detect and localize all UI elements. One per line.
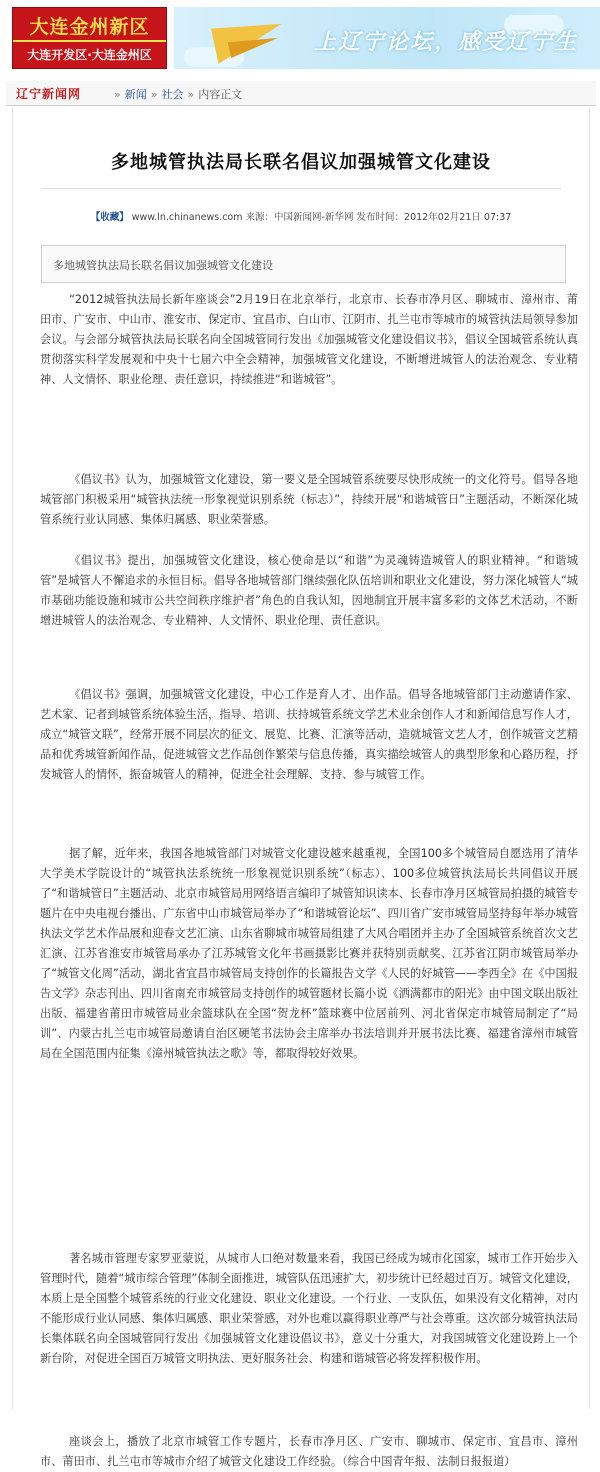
- article-paragraph: 《倡议书》提出，加强城管文化建设，核心使命是以“和谐”为灵魂铸造城管人的职业精神。“和谐城管”是城管人不懈追求的永恒目标。倡导各地城管部门继续强化队伍培训和职业文化建设，努力深化城管人“城市基础功能设施和城市公共空间秩序维护者”角色的自我认知，因地制宜开展丰富多彩的文体艺术活动，不断增进城管人的法治观念、专业精神、人文情怀、职业伦理、责任意识。: [40, 554, 578, 627]
- breadcrumb: [110, 86, 242, 102]
- article-title: 多地城管执法局长联名倡议加强城管文化建设: [111, 152, 491, 173]
- logo-main-text: 大连金州新区: [29, 16, 150, 38]
- forum-slogan: 上辽宁论坛，感受辽宁生: [314, 30, 579, 55]
- article-summary-box: [41, 245, 566, 283]
- article-paragraph: 据了解，近年来，我国各地城管部门对城管文化建设越来越重视，全国100多个城管局自愿选用了清华大学美术学院设计的“城管执法系统统一形象视觉识别系统”（标志）、100多位城管执法局长共同倡议开展了“和谐城管日”主题活动、北京市城管局用网络语言编印了城管知识读本、长春市净月区城管局拍摄的城管专题片在中央电视台播出、广东省中山市城管局举办了“和谐城管论坛”、四川省广安市城管局坚持每年举办城管执法文学艺术作品展和迎春文艺汇演、山东省聊城市城管局组建了大风合唱团并主办了全国城管系统首次文艺汇演、江苏省淮安市城管局承办了江苏城管文化年书画摄影比赛并获特别贡献奖、江苏省江阴市城管局举办了“城管文化周”活动，湖北省宜昌市城管局支持创作的长篇报告文学《人民的好城管——李西全》在《中国报告文学》杂志刊出、四川省南充市城管局支持创作的城管题材长篇小说《洒满都市的阳光》由中国文联出版社出版、福建省莆田市城管局业余篮球队在全国“贺龙杯”篮球赛中位居前列、河北省保定市城管局制定了“局训”、内蒙古扎兰屯市城管局邀请自治区硬笔书法协会主席举办书法培训并开展书法比赛、福建省漳州市城管局在全国范围内征集《漳州城管执法之歌》等，都取得较好效果。: [40, 847, 578, 1060]
- time-label: 发布时间：: [356, 212, 405, 223]
- site-url[interactable]: www.ln.chinanews.com: [131, 212, 243, 223]
- publish-time: 2012年02月21日 07:37: [404, 212, 512, 223]
- breadcrumb-bar: [6, 81, 596, 106]
- article-paragraph: 《倡议书》强调，加强城管文化建设，中心工作是育人才、出作品。倡导各地城管部门主动邀请作家、艺术家、记者到城管系统体验生活，指导、培训、扶持城管系统文学艺术业余创作人才和新闻信息写作人才，成立“城管文联”，经常开展不同层次的征文、展览、比赛、汇演等活动，造就城管文艺人才，创作城管文艺精品和优秀城管新闻作品，促进城管文艺作品创作繁荣与信息传播，真实描绘城管人的典型形象和心路历程，抒发城管人的情怀，振奋城管人的精神，促进全社会理解、支持、参与城管工作。: [40, 688, 578, 781]
- breadcrumb-separator-icon: »: [187, 88, 195, 101]
- article-meta: [13, 209, 589, 223]
- site-logo[interactable]: 辽宁新闻网: [16, 87, 82, 101]
- district-logo[interactable]: [12, 7, 167, 69]
- breadcrumb-separator-icon: »: [150, 88, 158, 101]
- breadcrumb-separator-icon: »: [114, 88, 121, 101]
- breadcrumb-news-link[interactable]: 新闻: [124, 88, 147, 101]
- article-paragraph: 座谈会上，播放了北京市城管工作专题片，长春市净月区、广安市、聊城市、保定市、宜昌市、漳州市、莆田市、扎兰屯市等城市介绍了城管文化建设工作经验。（综合中国青年报、法制日报报道）: [40, 1435, 578, 1468]
- logo-divider: [13, 40, 166, 42]
- breadcrumb-current: 内容正文: [198, 88, 243, 101]
- breadcrumb-society-link[interactable]: 社会: [161, 88, 184, 101]
- article-paragraph: “2012城管执法局长新年座谈会”2月19日在北京举行，北京市、长春市净月区、聊城市、漳州市、莆田市、广安市、中山市、淮安市、保定市、宜昌市、白山市、江阴市、扎兰屯市等城市的城管执法局领导参加会议。与会部分城管执法局长联名向全国城管同行发出《加强城管文化建设倡议书》，倡议全国城管系统认真贯彻落实科学发展观和中央十七届六中全会精神，加强城管文化建设，不断增进城管人的法治观念、专业精神、人文情怀、职业伦理、责任意识，持续推进“和谐城管”。: [40, 293, 578, 386]
- article-paragraph: 著名城市管理专家罗亚蒙说，从城市人口绝对数量来看，我国已经成为城市化国家，城市工作开始步入管理时代，随着“城市综合管理”体制全面推进，城管队伍迅速扩大，初步统计已经超过百万。城管文化建设，本质上是全国整个城管系统的行业文化建设、职业文化建设。一个行业、一支队伍，如果没有文化精神，对内不能形成行业认同感、集体归属感、职业荣誉感，对外也难以赢得职业尊严与社会尊重。这次部分城管执法局长集体联名向全国城管同行发出《加强城管文化建设倡议书》，意义十分重大，对我国城管文化建设跨上一个新台阶，对促进全国百万城管文明执法、更好服务社会、构建和谐城管必将发挥积极作用。: [40, 1252, 578, 1365]
- source-value: 中国新闻网-新华网: [274, 212, 354, 223]
- article-summary: 多地城管执法局长联名倡议加强城管文化建设: [53, 259, 273, 272]
- top-banner: [0, 0, 600, 78]
- title-divider: [41, 188, 561, 189]
- source-label: 来源：: [245, 212, 275, 223]
- article-container: [12, 108, 590, 1468]
- favorite-link[interactable]: 【收藏】: [90, 212, 129, 223]
- article-paragraph: 《倡议书》认为，加强城管文化建设，第一要义是全国城管系统要尽快形成统一的文化符号。倡导各地城管部门积极采用“城管执法统一形象视觉识别系统（标志）”，持续开展“和谐城管日”主题活动，不断深化城管系统行业认同感、集体归属感、职业荣誉感。: [40, 473, 578, 526]
- logo-sub-text: 大连开发区·大连金州区: [27, 48, 152, 62]
- forum-ad-banner[interactable]: [174, 7, 600, 69]
